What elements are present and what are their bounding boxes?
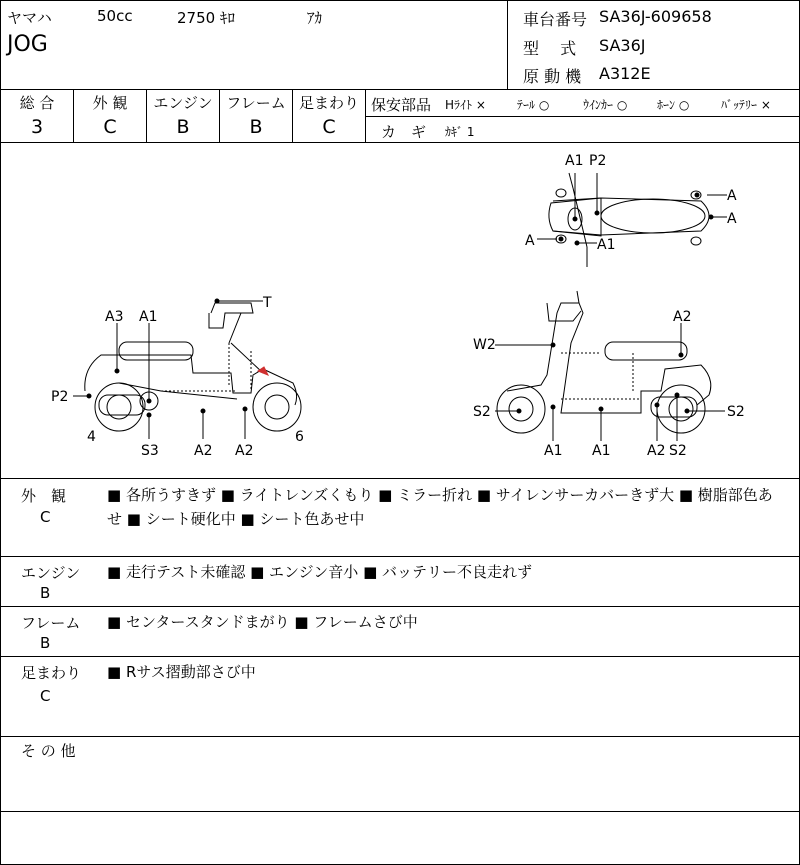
divider <box>1 478 799 479</box>
callout-label: 6 <box>295 429 304 445</box>
callout-label: 4 <box>87 429 96 445</box>
displacement: 50cc <box>97 7 133 25</box>
model-name: JOG <box>7 32 48 57</box>
divider <box>365 116 799 117</box>
engine-value: A312E <box>599 64 651 83</box>
note-grade-exterior: C <box>40 508 51 526</box>
damage-diagram <box>1 143 799 477</box>
grade-value-frame: B <box>249 116 263 138</box>
key-value: ｶｷﾞ 1 <box>445 125 475 139</box>
callout-label: P2 <box>589 153 607 169</box>
color: ｱｶ <box>307 9 323 27</box>
note-title-suspension: 足まわり <box>21 664 82 682</box>
note-title-engine: エンジン <box>21 564 81 582</box>
grade-value-engine: B <box>176 116 190 138</box>
equipment-taillight: ﾃｰﾙ ○ <box>517 98 550 112</box>
callout-label: A3 <box>105 309 124 325</box>
equipment-headlight: Hﾗｲﾄ × <box>445 98 486 112</box>
note-text-exterior: ■ 各所うすきず ■ ライトレンズくもり ■ ミラー折れ ■ サイレンサーカバーきず大 ■ 樹脂部色あせ ■ シート硬化中 ■ シート色あせ中 <box>107 486 773 528</box>
callout-label: S2 <box>669 443 687 459</box>
divider <box>1 736 799 737</box>
note-text-suspension: ■ Rサス摺動部さび中 <box>107 663 256 681</box>
callout-label: T <box>263 295 272 311</box>
note-grade-engine: B <box>40 584 51 602</box>
frame-no: SA36J-609658 <box>599 7 712 26</box>
note-grade-frame: B <box>40 634 51 652</box>
divider <box>1 606 799 607</box>
divider <box>1 656 799 657</box>
grade-label-engine: エンジン <box>153 94 213 112</box>
callout-label: A <box>727 211 737 227</box>
callout-label: S2 <box>473 404 491 420</box>
divider <box>1 556 799 557</box>
callout-label: A1 <box>592 443 611 459</box>
equipment-winker: ｳｲﾝｶｰ ○ <box>583 98 628 112</box>
callout-label: A2 <box>647 443 666 459</box>
note-title-other: そ の 他 <box>21 742 76 760</box>
grade-label-exterior: 外 観 <box>92 94 128 112</box>
divider <box>507 1 508 89</box>
damage-mark-icon <box>258 367 268 375</box>
note-text-engine: ■ 走行テスト未確認 ■ エンジン音小 ■ バッテリー不良走れず <box>107 563 533 581</box>
divider <box>1 89 799 90</box>
callout-label: A <box>727 188 737 204</box>
note-grade-suspension: C <box>40 687 51 705</box>
type-value: SA36J <box>599 36 646 55</box>
grade-value-total: 3 <box>30 116 44 138</box>
grade-label-total: 総 合 <box>19 94 55 112</box>
callout-label: A1 <box>597 237 616 253</box>
grade-value-exterior: C <box>103 116 117 138</box>
callout-leaders <box>73 173 727 441</box>
equipment-battery: ﾊﾞｯﾃﾘｰ × <box>721 98 771 112</box>
callout-label: A1 <box>565 153 584 169</box>
engine-label: 原 動 機 <box>523 67 582 86</box>
divider <box>365 89 366 142</box>
callout-label: S2 <box>727 404 745 420</box>
callout-label: A2 <box>235 443 254 459</box>
callout-label: W2 <box>473 337 496 353</box>
mileage: 2750 ｷﾛ <box>177 9 235 27</box>
callout-label: A <box>525 233 535 249</box>
grade-label-suspension: 足まわり <box>298 94 359 112</box>
callout-label: A2 <box>194 443 213 459</box>
maker: ヤマハ <box>7 9 52 27</box>
grade-label-frame: フレーム <box>226 94 286 112</box>
callout-label: A1 <box>544 443 563 459</box>
callout-label: A2 <box>673 309 692 325</box>
grade-value-suspension: C <box>322 116 336 138</box>
frame-no-label: 車台番号 <box>523 10 588 29</box>
note-title-frame: フレーム <box>21 614 81 632</box>
equipment-horn: ﾎｰﾝ ○ <box>657 98 690 112</box>
note-title-exterior: 外 観 <box>21 487 67 505</box>
type-label: 型 式 <box>523 39 577 58</box>
equipment-label: 保安部品 <box>371 96 432 114</box>
callout-label: A1 <box>139 309 158 325</box>
note-text-frame: ■ センタースタンドまがり ■ フレームさび中 <box>107 613 418 631</box>
key-label: カ ギ <box>381 123 427 141</box>
callout-label: P2 <box>51 389 69 405</box>
divider <box>1 811 799 812</box>
callout-label: S3 <box>141 443 159 459</box>
